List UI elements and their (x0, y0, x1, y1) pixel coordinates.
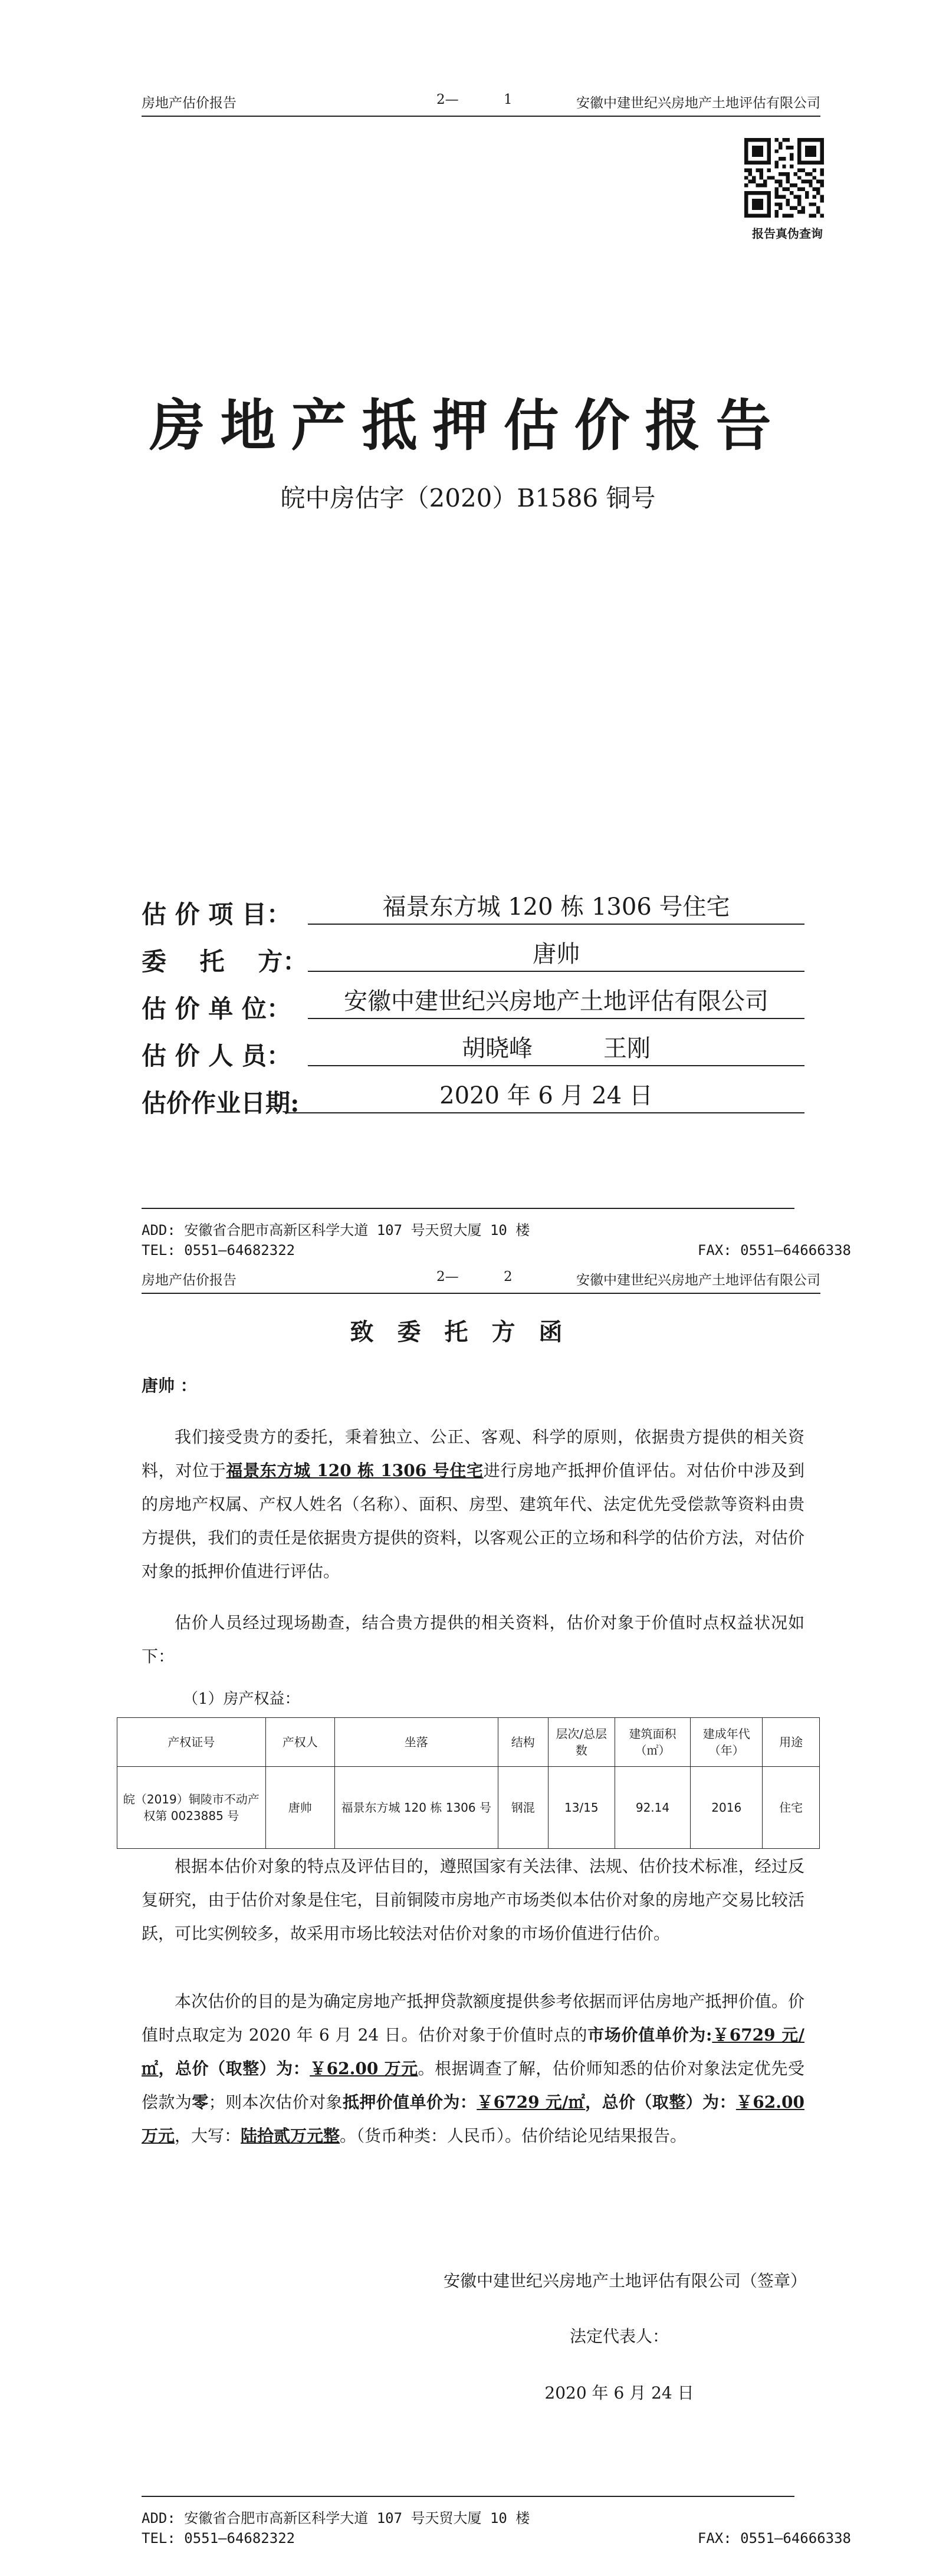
priority-claim: 零 (192, 2092, 209, 2112)
field-value: 安徽中建世纪兴房地产土地评估有限公司 (308, 985, 804, 1019)
field-value: 福景东方城 120 栋 1306 号住宅 (308, 891, 804, 925)
header-page-number: 2 (504, 1269, 513, 1284)
cell-certificate: 皖（2019）铜陵市不动产权第 0023885 号 (117, 1767, 266, 1849)
col-header: 建筑面积（㎡） (615, 1718, 691, 1767)
legal-representative: 法定代表人： (569, 2327, 669, 2346)
signature-company: 安徽中建世纪兴房地产土地评估有限公司（签章） (443, 2271, 807, 2291)
signature-date: 2020 年 6 月 24 日 (544, 2383, 694, 2403)
salutation: 唐帅 ： (142, 1376, 197, 1395)
col-header: 层次/总层数 (548, 1718, 615, 1767)
footer-fax: FAX: 0551—64666338 (697, 2530, 851, 2547)
text-segment: ，大写： (175, 2126, 241, 2145)
text-segment: ，总价（取整）为： (158, 2059, 310, 2078)
col-header: 产权证号 (117, 1718, 266, 1767)
footer-address: ADD: 安徽省合肥市高新区科学大道 107 号天贸大厦 10 楼 (142, 1222, 530, 1238)
col-header: 建成年代（年） (691, 1718, 763, 1767)
footer-tel: TEL: 0551—64682322 (142, 2530, 295, 2547)
field-label: 委 托 方： (142, 947, 308, 976)
table-header-row (117, 1718, 820, 1767)
col-header: 产权人 (265, 1718, 334, 1767)
paragraph-conclusion (142, 1984, 804, 2153)
text-segment: 市场价值单价为: (587, 2025, 712, 2045)
cell-floor: 13/15 (548, 1767, 615, 1849)
footer-tel: TEL: 0551—64682322 (142, 1242, 295, 1259)
qr-label: 报告真伪查询 (752, 226, 823, 241)
property-address: 福景东方城 120 栋 1306 号住宅 (226, 1461, 484, 1480)
report-title: 房地产抵押估价报告 (149, 393, 787, 458)
header-page-prefix: 2— (436, 92, 459, 107)
field-label: 估价作业日期: (142, 1089, 300, 1118)
text-segment: ，总价（取整）为： (585, 2092, 736, 2112)
footer-fax: FAX: 0551—64666338 (697, 1242, 851, 1259)
cell-usage: 住宅 (763, 1767, 820, 1849)
amount-in-words: 陆拾贰万元整 (241, 2126, 340, 2145)
page-footer (142, 2496, 851, 2547)
mortgage-total-price: ￥62.00 万元 (142, 2092, 804, 2145)
header-page-prefix: 2— (436, 1269, 459, 1284)
mortgage-unit-price: ￥6729 元/㎡ (477, 2092, 586, 2112)
text-segment: ；则本次估价对象 (208, 2092, 343, 2112)
report-number: 皖中房估字（2020）B1586 铜号 (280, 484, 656, 512)
letter-title: 致委托方函 (350, 1318, 586, 1346)
col-header: 用途 (763, 1718, 820, 1767)
field-value: 2020 年 6 月 24 日 (288, 1079, 804, 1113)
text-segment: 本次估价的目的是为确定房地产抵押贷款额度提供参考依据而评估房地产抵押价值。价值时点取定为 2020 年 6 月 24 日。估价对象于价值时点的 (142, 1992, 804, 2045)
table-row (117, 1767, 820, 1849)
text-segment: 抵押价值单价为： (342, 2092, 477, 2112)
paragraph-survey: 估价人员经过现场勘查，结合贵方提供的相关资料，估价对象于价值时点权益状况如下： (142, 1613, 804, 1666)
paragraph-method: 根据本估价对象的特点及评估目的，遵照国家有关法律、法规、估价技术标准，经过反复研究，由于估价对象是住宅，目前铜陵市房地产市场类似本估价对象的房地产交易比较活跃，可比实例较多，故采用市场比较法对估价对象的市场价值进行估价。 (142, 1857, 804, 1943)
qr-code-icon[interactable] (744, 138, 824, 218)
col-header: 坐落 (334, 1718, 498, 1767)
header-title: 房地产估价报告 (142, 96, 237, 111)
header-title: 房地产估价报告 (142, 1273, 237, 1288)
field-label: 估 价 人 员： (142, 1041, 291, 1070)
footer-address: ADD: 安徽省合肥市高新区科学大道 107 号天贸大厦 10 楼 (142, 2510, 530, 2526)
cell-structure: 钢混 (498, 1767, 548, 1849)
text-segment: 进行房地产抵押价值评估。对估价中涉及到的房地产权属、产权人姓名（名称）、面积、房型、建筑年代、法定优先受偿款等资料由贵方提供，我们的责任是依据贵方提供的资料，以客观公正的立场和科学的估价方法，对估价对象的抵押价值进行评估。 (142, 1461, 804, 1581)
cell-location: 福景东方城 120 栋 1306 号 (334, 1767, 498, 1849)
cell-area: 92.14 (615, 1767, 691, 1849)
text-segment: 。根据调查了解，估价师知悉的估价对象法定优先受偿款为 (142, 2059, 804, 2112)
col-header: 结构 (498, 1718, 548, 1767)
field-label: 估 价 单 位： (142, 994, 291, 1023)
field-label: 估 价 项 目： (142, 900, 291, 929)
field-value: 唐帅 (308, 938, 804, 972)
page-cover (0, 0, 936, 1286)
field-value: 胡晓峰 王刚 (308, 1032, 804, 1066)
page-footer (142, 1208, 851, 1259)
market-unit-price: ￥6729 元/㎡ (142, 2025, 805, 2078)
property-rights-table (117, 1717, 820, 1849)
section-heading: （1）房产权益： (183, 1690, 300, 1708)
cell-year: 2016 (691, 1767, 763, 1849)
text-segment: 。（货币种类：人民币）。估价结论见结果报告。 (340, 2126, 687, 2145)
header-company: 安徽中建世纪兴房地产土地评估有限公司 (576, 96, 820, 111)
page-header (142, 87, 820, 117)
cell-owner: 唐帅 (265, 1767, 334, 1849)
market-total-price: ￥62.00 万元 (310, 2059, 418, 2078)
header-company: 安徽中建世纪兴房地产土地评估有限公司 (576, 1273, 820, 1288)
paragraph-intro (142, 1420, 804, 1588)
header-page-number: 1 (504, 92, 513, 107)
text-segment: 我们接受贵方的委托，秉着独立、公正、客观、科学的原则，依据贵方提供的相关资料，对位于 (142, 1427, 804, 1480)
